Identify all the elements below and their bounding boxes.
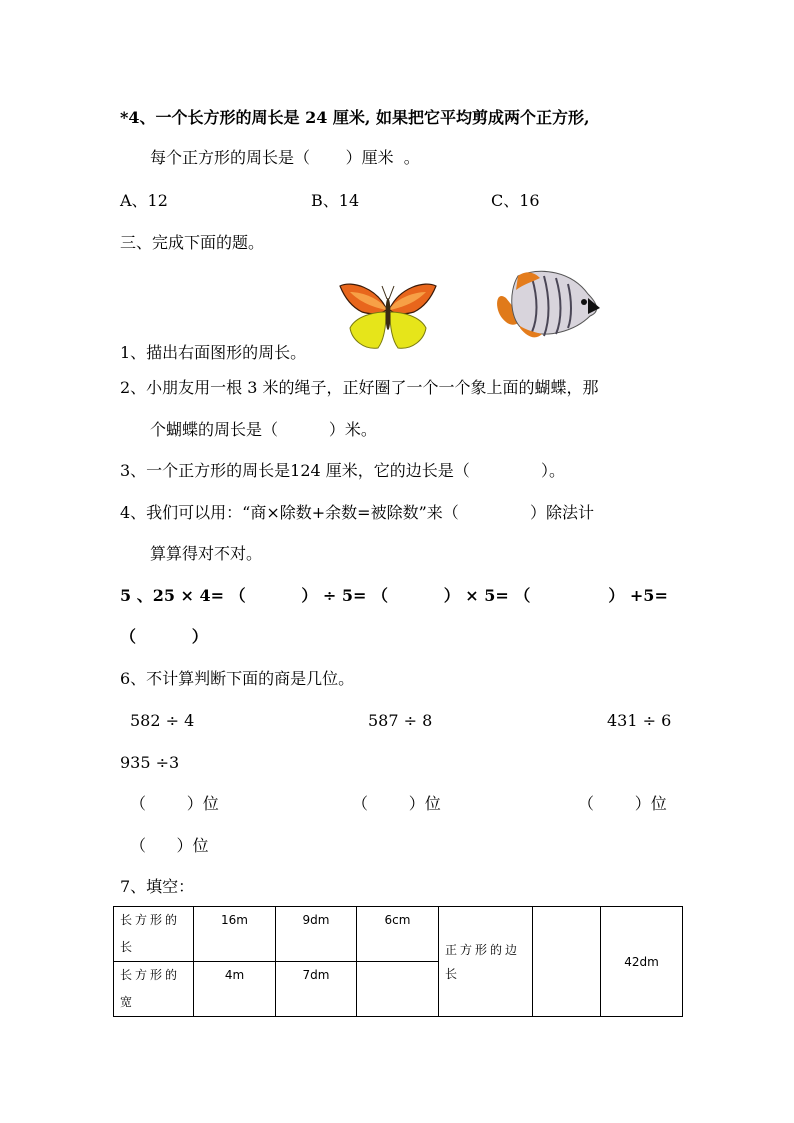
division-expr-4: 935 ÷3 [120,753,180,772]
q4-option-a: A、12 [120,191,168,210]
item-2-line2: 个蝴蝶的周长是（ ）米。 [150,420,377,439]
rect-length-header: 长方形的长 [114,907,194,962]
fish-image [492,268,602,344]
length-cell-2: 9dm [276,907,357,962]
square-side-header: 正方形的边长 [439,907,533,1017]
item-1: 1、描出右面图形的周长。 [120,343,307,362]
digit-blank-4: （ ）位 [130,836,209,855]
q4-line2: 每个正方形的周长是（ ）厘米 。 [150,148,420,167]
q4-option-c: C、16 [491,191,540,210]
item-4-line2: 算算得对不对。 [150,544,263,563]
digit-blank-1: （ ）位 [130,794,219,813]
item-4-line1: 4、我们可以用：“商×除数+余数=被除数”来（ ）除法计 [120,503,594,522]
item-7: 7、填空： [120,877,195,896]
fill-in-table [113,906,683,1017]
length-cell-3: 6cm [357,907,439,962]
rect-width-header: 长方形的宽 [114,962,194,1017]
digit-blank-2: （ ）位 [352,794,441,813]
item-2-line1: 2、小朋友用一根 3 米的绳子，正好圈了一个一个象上面的蝴蝶，那 [120,378,599,397]
item-6: 6、不计算判断下面的商是几位。 [120,669,355,688]
square-blank-cell[interactable] [533,907,601,1017]
width-cell-1: 4m [194,962,276,1017]
division-expr-2: 587 ÷ 8 [368,711,433,730]
item-5-line2: （ ） [120,627,208,646]
division-expr-3: 431 ÷ 6 [607,711,672,730]
item-5-line1: 5 、25 × 4= （ ） ÷ 5= （ ） × 5= （ ） +5= [120,586,668,605]
width-cell-2: 7dm [276,962,357,1017]
division-expr-1: 582 ÷ 4 [130,711,195,730]
length-cell-1: 16m [194,907,276,962]
digit-blank-3: （ ）位 [578,794,667,813]
butterfly-image [338,280,438,352]
item-3: 3、一个正方形的周长是124 厘米，它的边长是（ ）。 [120,461,566,480]
q4-line1: *4、一个长方形的周长是 24 厘米, 如果把它平均剪成两个正方形, [120,108,590,127]
square-value-cell: 42dm [601,907,683,1017]
q4-option-b: B、14 [311,191,360,210]
section3-title: 三、完成下面的题。 [120,233,265,252]
width-cell-3[interactable] [357,962,439,1017]
